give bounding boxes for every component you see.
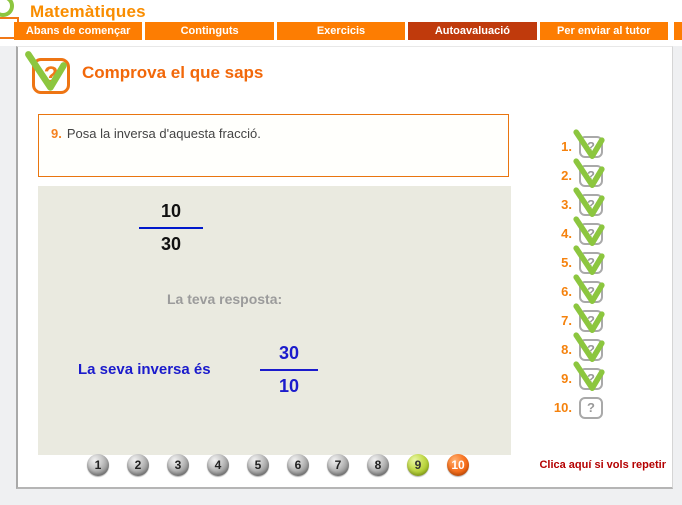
- content-panel: [16, 46, 673, 489]
- sidebar-question-icon[interactable]: [579, 397, 603, 419]
- question-mark-glyph: ?: [587, 400, 595, 415]
- question-mark-glyph: ?: [587, 371, 595, 386]
- pager-button-5[interactable]: 5: [247, 454, 269, 476]
- sidebar-question-row: [546, 364, 636, 393]
- sidebar-question-icon[interactable]: [579, 339, 603, 361]
- pager-button-8[interactable]: 8: [367, 454, 389, 476]
- question-mark-glyph: ?: [587, 197, 595, 212]
- sidebar-question-number: 8.: [561, 342, 572, 357]
- sidebar-question-number: 2.: [561, 168, 572, 183]
- question-check-icon: [32, 58, 70, 94]
- pager-button-9[interactable]: 9: [407, 454, 429, 476]
- question-text: Posa la inversa d'aquesta fracció.: [66, 126, 261, 141]
- question-number: 9.: [51, 126, 62, 141]
- question-pager: [87, 454, 469, 476]
- sidebar-question-number: 3.: [561, 197, 572, 212]
- sidebar-question-number: 7.: [561, 313, 572, 328]
- tab-2[interactable]: Exercicis: [277, 22, 405, 40]
- sidebar-question-icon[interactable]: [579, 368, 603, 390]
- answer-fraction: [260, 340, 318, 400]
- sidebar-question-icon[interactable]: [579, 223, 603, 245]
- green-check-icon: [24, 49, 68, 95]
- sidebar-question-number: 6.: [561, 284, 572, 299]
- exercise-area: [38, 186, 511, 455]
- answer-fraction-numerator: 30: [278, 343, 300, 363]
- question-mark-glyph: ?: [587, 284, 595, 299]
- sidebar-question-number: 9.: [561, 371, 572, 386]
- question-mark-glyph: ?: [587, 255, 595, 270]
- question-mark-glyph: ?: [587, 342, 595, 357]
- tab-1[interactable]: Continguts: [145, 22, 273, 40]
- sidebar-question-icon[interactable]: [579, 252, 603, 274]
- pager-button-10[interactable]: 10: [447, 454, 469, 476]
- sidebar-question-number: 10.: [553, 400, 572, 415]
- your-answer-label: La teva resposta:: [167, 291, 283, 307]
- question-mark-glyph: ?: [587, 139, 595, 154]
- fraction-bar: [260, 369, 318, 371]
- logo-fragment-icon: [0, 0, 14, 17]
- green-check-icon: [573, 360, 605, 394]
- sidebar-question-row: [546, 393, 636, 422]
- top-header: [0, 0, 682, 46]
- question-mark-glyph: ?: [43, 62, 59, 89]
- sidebar-question-icon[interactable]: [579, 136, 603, 158]
- pager-button-2[interactable]: 2: [127, 454, 149, 476]
- tab-0[interactable]: Abans de començar: [14, 22, 142, 40]
- answer-prefix: La seva inversa és: [78, 361, 211, 378]
- sidebar-question-icon[interactable]: [579, 165, 603, 187]
- sidebar-question-number: 1.: [561, 139, 572, 154]
- tab-bar: [14, 22, 668, 40]
- question-box: [38, 114, 509, 177]
- page-title: Comprova el que saps: [82, 63, 264, 82]
- app-title: Matemàtiques: [30, 2, 146, 21]
- question-list-sidebar: [546, 132, 636, 422]
- sidebar-question-number: 4.: [561, 226, 572, 241]
- given-fraction-denominator: 30: [160, 234, 182, 254]
- sidebar-question-number: 5.: [561, 255, 572, 270]
- tab-4[interactable]: Per enviar al tutor: [540, 22, 668, 40]
- tab-stub: [674, 22, 682, 40]
- pager-button-3[interactable]: 3: [167, 454, 189, 476]
- pager-button-1[interactable]: 1: [87, 454, 109, 476]
- given-fraction: [139, 198, 203, 258]
- answer-fraction-denominator: 10: [278, 376, 300, 396]
- question-mark-glyph: ?: [587, 226, 595, 241]
- pager-button-4[interactable]: 4: [207, 454, 229, 476]
- sidebar-question-icon[interactable]: [579, 310, 603, 332]
- tab-3[interactable]: Autoavaluació: [408, 22, 536, 40]
- question-mark-glyph: ?: [587, 168, 595, 183]
- pager-button-7[interactable]: 7: [327, 454, 349, 476]
- sidebar-question-icon[interactable]: [579, 194, 603, 216]
- repeat-link[interactable]: Clica aquí si vols repetir: [539, 459, 666, 471]
- fraction-bar: [139, 227, 203, 229]
- question-mark-glyph: ?: [587, 313, 595, 328]
- pager-button-6[interactable]: 6: [287, 454, 309, 476]
- given-fraction-numerator: 10: [160, 201, 182, 221]
- sidebar-question-icon[interactable]: [579, 281, 603, 303]
